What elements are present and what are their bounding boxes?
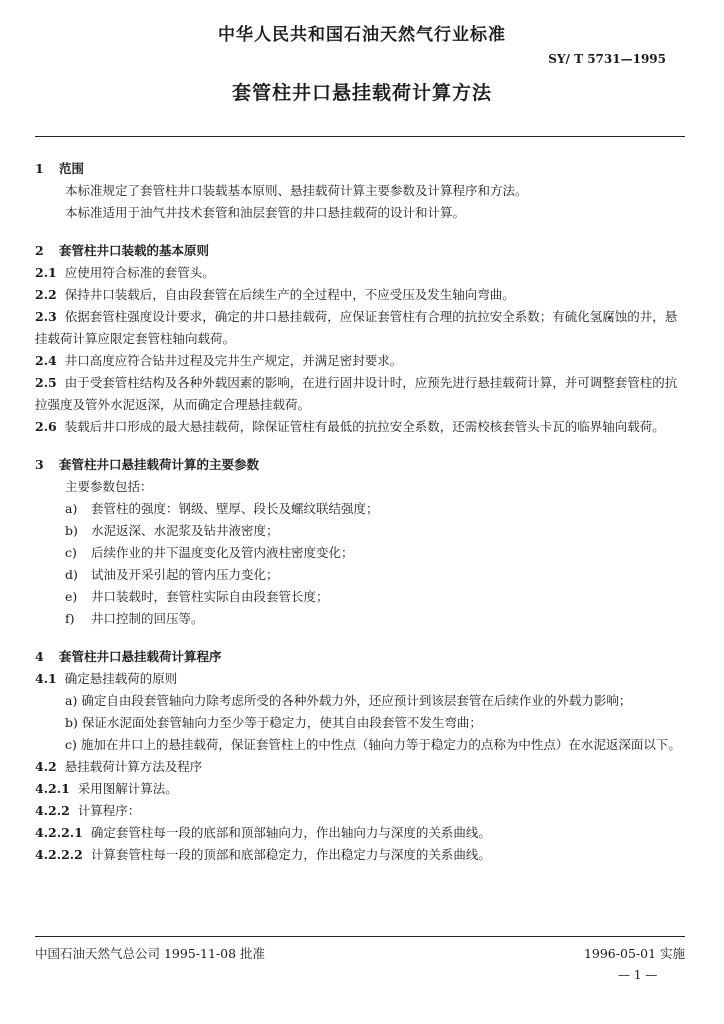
section-1-para-2: 本标准适用于油气井技术套管和油层套管的井口悬挂载荷的设计和计算。 [65,205,466,220]
clause-4-2-2: 4.2.2 计算程序： [35,803,141,818]
param-item-a: a) 套管柱的强度：钢级、壁厚、段长及螺纹联结强度； [65,501,379,516]
section-1-para-1: 本标准规定了套管柱井口装载基本原则、悬挂载荷计算主要参数及计算程序和方法。 [65,183,528,198]
clause-4-2-2-2: 4.2.2.2 计算套管柱每一段的顶部和底部稳定力，作出稳定力与深度的关系曲线。 [35,847,491,862]
clause-2-5: 2.5 由于受套管柱结构及各种外载因素的影响，在进行固井设计时，应预先进行悬挂载荷计算，并可调整套管柱的抗拉强度及管外水泥返深，从而确定合理悬挂载荷。 [35,375,678,412]
section-1-heading: 1 范围 [35,161,85,176]
page-number: — 1 — [618,968,658,982]
clause-2-6: 2.6 装载后井口形成的最大悬挂载荷，除保证管柱有最低的抗拉安全系数，还需校核套管头卡瓦的临界轴向载荷。 [35,419,665,434]
clause-2-1: 2.1 应使用符合标准的套管头。 [35,265,215,280]
effective-date-line: 1996-05-01 实施 [583,946,685,961]
param-item-b: b) 水泥返深、水泥浆及钻井液密度； [65,523,279,538]
clause-4-2: 4.2 悬挂载荷计算方法及程序 [35,759,203,774]
param-item-c: c) 后续作业的井下温度变化及管内液柱密度变化； [65,545,354,560]
clause-4-2-2-1: 4.2.2.1 确定套管柱每一段的底部和顶部轴向力，作出轴向力与深度的关系曲线。 [35,825,491,840]
param-item-d: d) 试油及开采引起的管内压力变化； [65,567,279,582]
clause-4-1-a: a) 确定自由段套管轴向力除考虑所受的各种外载力外，还应预计到该层套管在后续作业的外载力影响； [65,693,632,708]
document-title: 套管柱井口悬挂载荷计算方法 [231,82,492,104]
clause-2-3: 2.3 依据套管柱强度设计要求，确定的井口悬挂载荷，应保证套管柱有合理的抗拉安全系数；有硫化氢腐蚀的井，悬挂载荷计算应限定套管柱轴向载荷。 [35,309,678,346]
clause-4-2-1: 4.2.1 采用图解计算法。 [35,781,178,796]
section-2-heading: 2 套管柱井口装载的基本原则 [35,243,210,258]
standard-category-title: 中华人民共和国石油天然气行业标准 [218,25,506,45]
header-divider [35,136,685,137]
param-item-e: e) 井口装载时，套管柱实际自由段套管长度； [65,589,329,604]
param-item-f: f) 井口控制的回压等。 [65,611,204,626]
clause-4-1-c: c) 施加在井口上的悬挂载荷，保证套管柱上的中性点（轴向力等于稳定力的点称为中性点）在水泥返深面以下。 [65,737,681,752]
standard-code: SY/ T 5731—1995 [548,52,666,66]
clause-2-2: 2.2 保持井口装载后，自由段套管在后续生产的全过程中，不应受压及发生轴向弯曲。 [35,287,515,302]
section-4-heading: 4 套管柱井口悬挂载荷计算程序 [35,649,222,664]
clause-4-1: 4.1 确定悬挂载荷的原则 [35,671,178,686]
document-body [35,152,685,866]
section-3-intro: 主要参数包括： [65,479,153,494]
clause-2-4: 2.4 井口高度应符合钻井过程及完井生产规定，并满足密封要求。 [35,353,403,368]
footer-divider [35,936,685,937]
approval-line: 中国石油天然气总公司 1995-11-08 批准 [35,946,266,961]
section-3-heading: 3 套管柱井口悬挂载荷计算的主要参数 [35,457,260,472]
clause-4-1-b: b) 保证水泥面处套管轴向力至少等于稳定力，使其自由段套管不发生弯曲； [65,715,482,730]
